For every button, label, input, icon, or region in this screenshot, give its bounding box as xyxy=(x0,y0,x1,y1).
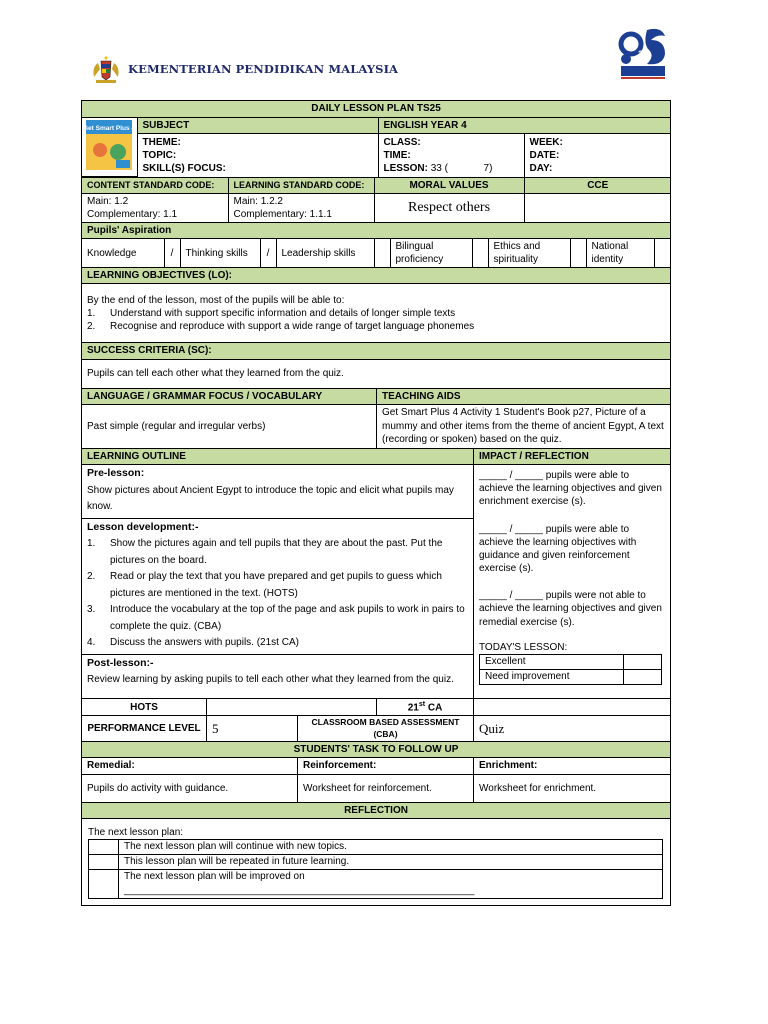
next-lesson-options xyxy=(88,839,663,899)
learning-standard-main: Main: 1.2.2 xyxy=(233,196,283,207)
cce-label: CCE xyxy=(524,178,671,194)
theme-label: THEME: xyxy=(142,137,181,149)
todays-lesson-rating xyxy=(479,654,662,685)
rating-need-improvement: Need improvement xyxy=(480,670,624,685)
aspiration-national-identity: National identity xyxy=(586,239,654,267)
daily-lesson-plan-table xyxy=(81,100,671,906)
enrichment-text: Worksheet for enrichment. xyxy=(474,775,671,803)
rating-excellent: Excellent xyxy=(480,655,624,670)
aspiration-thinking-skills: Thinking skills xyxy=(180,239,260,267)
cce-value xyxy=(524,194,671,223)
moral-values-label: MORAL VALUES xyxy=(374,178,524,194)
aspiration-label: Pupils' Aspiration xyxy=(82,223,671,239)
pre-lesson-label: Pre-lesson: xyxy=(87,466,145,479)
aspiration-leadership-skills: Leadership skills xyxy=(276,239,374,267)
learning-objectives-label: LEARNING OBJECTIVES (LO): xyxy=(82,268,671,284)
learning-standard-label: LEARNING STANDARD CODE: xyxy=(228,178,374,194)
pre-lesson-text: Show pictures about Ancient Egypt to introduce the topic and elicit what pupils may know. xyxy=(87,484,454,513)
ministry-name: KEMENTERIAN PENDIDIKAN MALAYSIA xyxy=(128,62,399,76)
logo-number: 25 xyxy=(637,49,649,59)
next-option-improve: The next lesson plan will be improved on _______________________________________________________________ xyxy=(119,870,663,899)
learning-objective-item: 1. Understand with support specific information and details of longer simple texts xyxy=(87,307,456,319)
success-criteria-text: Pupils can tell each other what they learned from the quiz. xyxy=(82,359,671,388)
impact-enrichment: _____ / _____ pupils were able to achieve the learning objectives and given enrichment exercise (s). xyxy=(479,469,662,508)
lesson-development-label: Lesson development:- xyxy=(87,520,199,533)
ca-value xyxy=(474,698,671,716)
lesson-development-item: 1. Show the pictures again and tell pupils that they are about the past. Put the pictures on the board. xyxy=(87,538,443,566)
next-option-box[interactable] xyxy=(89,855,119,870)
next-option-box[interactable] xyxy=(89,870,119,899)
week-label: WEEK: xyxy=(529,137,563,149)
malaysia-coat-of-arms-icon xyxy=(90,55,122,85)
impact-remedial: _____ / _____ pupils were not able to achieve the learning objectives and given remedial exercise (s). xyxy=(479,590,662,628)
date-label: DATE: xyxy=(529,150,560,162)
aspiration-bilingual-proficiency-mark xyxy=(472,239,488,267)
success-criteria-label: SUCCESS CRITERIA (SC): xyxy=(82,343,671,359)
learning-outline-block xyxy=(82,465,473,691)
aspiration-bilingual-proficiency: Bilingual proficiency xyxy=(390,239,472,267)
learning-objectives-body xyxy=(82,284,671,343)
plan-title: DAILY LESSON PLAN TS25 xyxy=(82,101,671,118)
moral-value: Respect others xyxy=(374,194,524,223)
aspiration-knowledge-mark: / xyxy=(164,239,180,267)
aspiration-thinking-skills-mark: / xyxy=(260,239,276,267)
topic-label: TOPIC: xyxy=(142,150,177,162)
subject-value: ENGLISH YEAR 4 xyxy=(378,118,671,134)
cover-title: Get Smart Plus 4 xyxy=(82,125,136,132)
textbook-cover-image xyxy=(82,120,136,170)
ts25-logo-icon xyxy=(617,26,669,82)
reinforcement-label: Reinforcement: xyxy=(298,758,474,775)
next-lesson-label: The next lesson plan: xyxy=(88,827,184,839)
impact-reinforcement: _____ / _____ pupils were able to achieve the learning objectives with guidance and given reinforcement exercise (s). xyxy=(479,523,637,575)
aspiration-leadership-skills-mark xyxy=(374,239,390,267)
content-standard-main: Main: 1.2 xyxy=(87,196,129,207)
lesson-label: LESSON: xyxy=(383,163,428,175)
todays-lesson-label: TODAY'S LESSON: xyxy=(479,641,568,653)
post-lesson-text: Review learning by asking pupils to tell each other what they learned from the quiz. xyxy=(87,674,454,686)
learning-outline-label: LEARNING OUTLINE xyxy=(82,448,474,464)
learning-standard-complementary: Complementary: 1.1.1 xyxy=(233,209,332,220)
teaching-aids-label: TEACHING AIDS xyxy=(377,388,671,404)
hots-value xyxy=(207,698,377,716)
class-label: CLASS: xyxy=(383,137,421,149)
lesson-value: 33 ( xyxy=(430,163,448,175)
content-standard-label: CONTENT STANDARD CODE: xyxy=(82,178,228,194)
reinforcement-text: Worksheet for reinforcement. xyxy=(298,775,474,803)
next-option-repeat: This lesson plan will be repeated in future learning. xyxy=(119,855,663,870)
next-option-continue: The next lesson plan will continue with new topics. xyxy=(119,840,663,855)
subject-label: SUBJECT xyxy=(137,118,378,134)
lesson-development-item: 3. Introduce the vocabulary at the top of the page and ask pupils to work in pairs to complete the quiz. (CBA) xyxy=(87,604,465,632)
aspiration-knowledge: Knowledge xyxy=(82,239,164,267)
remedial-text: Pupils do activity with guidance. xyxy=(82,775,298,803)
impact-reflection-label: IMPACT / REFLECTION xyxy=(474,448,671,464)
page-header xyxy=(0,0,768,95)
post-lesson-label: Post-lesson:- xyxy=(87,656,154,669)
rating-excellent-box[interactable] xyxy=(624,655,662,670)
skills-focus-label: SKILL(S) FOCUS: xyxy=(142,163,226,175)
time-label: TIME: xyxy=(383,150,411,162)
aspiration-ethics-spirituality-mark xyxy=(570,239,586,267)
lesson-development-item: 4. Discuss the answers with pupils. (21st CA) xyxy=(87,637,299,649)
impact-reflection-body xyxy=(474,464,671,698)
hots-label: HOTS xyxy=(82,698,207,716)
next-option-box[interactable] xyxy=(89,840,119,855)
rating-need-improvement-box[interactable] xyxy=(624,670,662,685)
performance-level-value: 5 xyxy=(207,716,298,741)
teaching-aids-text: Get Smart Plus 4 Activity 1 Student's Book p27, Picture of a mummy and other items from the theme of ancient Egypt, A text (recording or spoken) based on the quiz. xyxy=(377,404,671,448)
followup-label: STUDENTS' TASK TO FOLLOW UP xyxy=(82,741,671,757)
content-standard-complementary: Complementary: 1.1 xyxy=(87,209,178,220)
aspiration-row xyxy=(82,239,671,267)
standards-block xyxy=(82,178,671,222)
reflection-label: REFLECTION xyxy=(82,803,671,819)
aspiration-ethics-spirituality: Ethics and spirituality xyxy=(488,239,570,267)
learning-objectives-intro: By the end of the lesson, most of the pupils will be able to: xyxy=(87,294,345,306)
lesson-value-end: 7) xyxy=(483,163,493,175)
learning-objective-item: 2. Recognise and reproduce with support a wide range of target language phonemes xyxy=(87,320,475,332)
day-label: DAY: xyxy=(529,163,553,175)
reflection-body xyxy=(82,819,671,906)
performance-level-label: PERFORMANCE LEVEL xyxy=(82,716,207,741)
grammar-focus-label: LANGUAGE / GRAMMAR FOCUS / VOCABULARY xyxy=(82,388,377,404)
remedial-label: Remedial: xyxy=(82,758,298,775)
aspiration-national-identity-mark xyxy=(654,239,671,267)
grammar-focus-text: Past simple (regular and irregular verbs) xyxy=(82,404,377,448)
ca-label: 21st CA xyxy=(377,698,474,716)
enrichment-label: Enrichment: xyxy=(474,758,671,775)
subject-block xyxy=(82,118,671,177)
lesson-development-item: 2. Read or play the text that you have prepared and get pupils to guess which pictures are mentioned in the text. (HOTS) xyxy=(87,571,442,599)
cba-value: Quiz xyxy=(474,716,671,741)
cba-label: CLASSROOM BASED ASSESSMENT (CBA) xyxy=(298,716,474,741)
